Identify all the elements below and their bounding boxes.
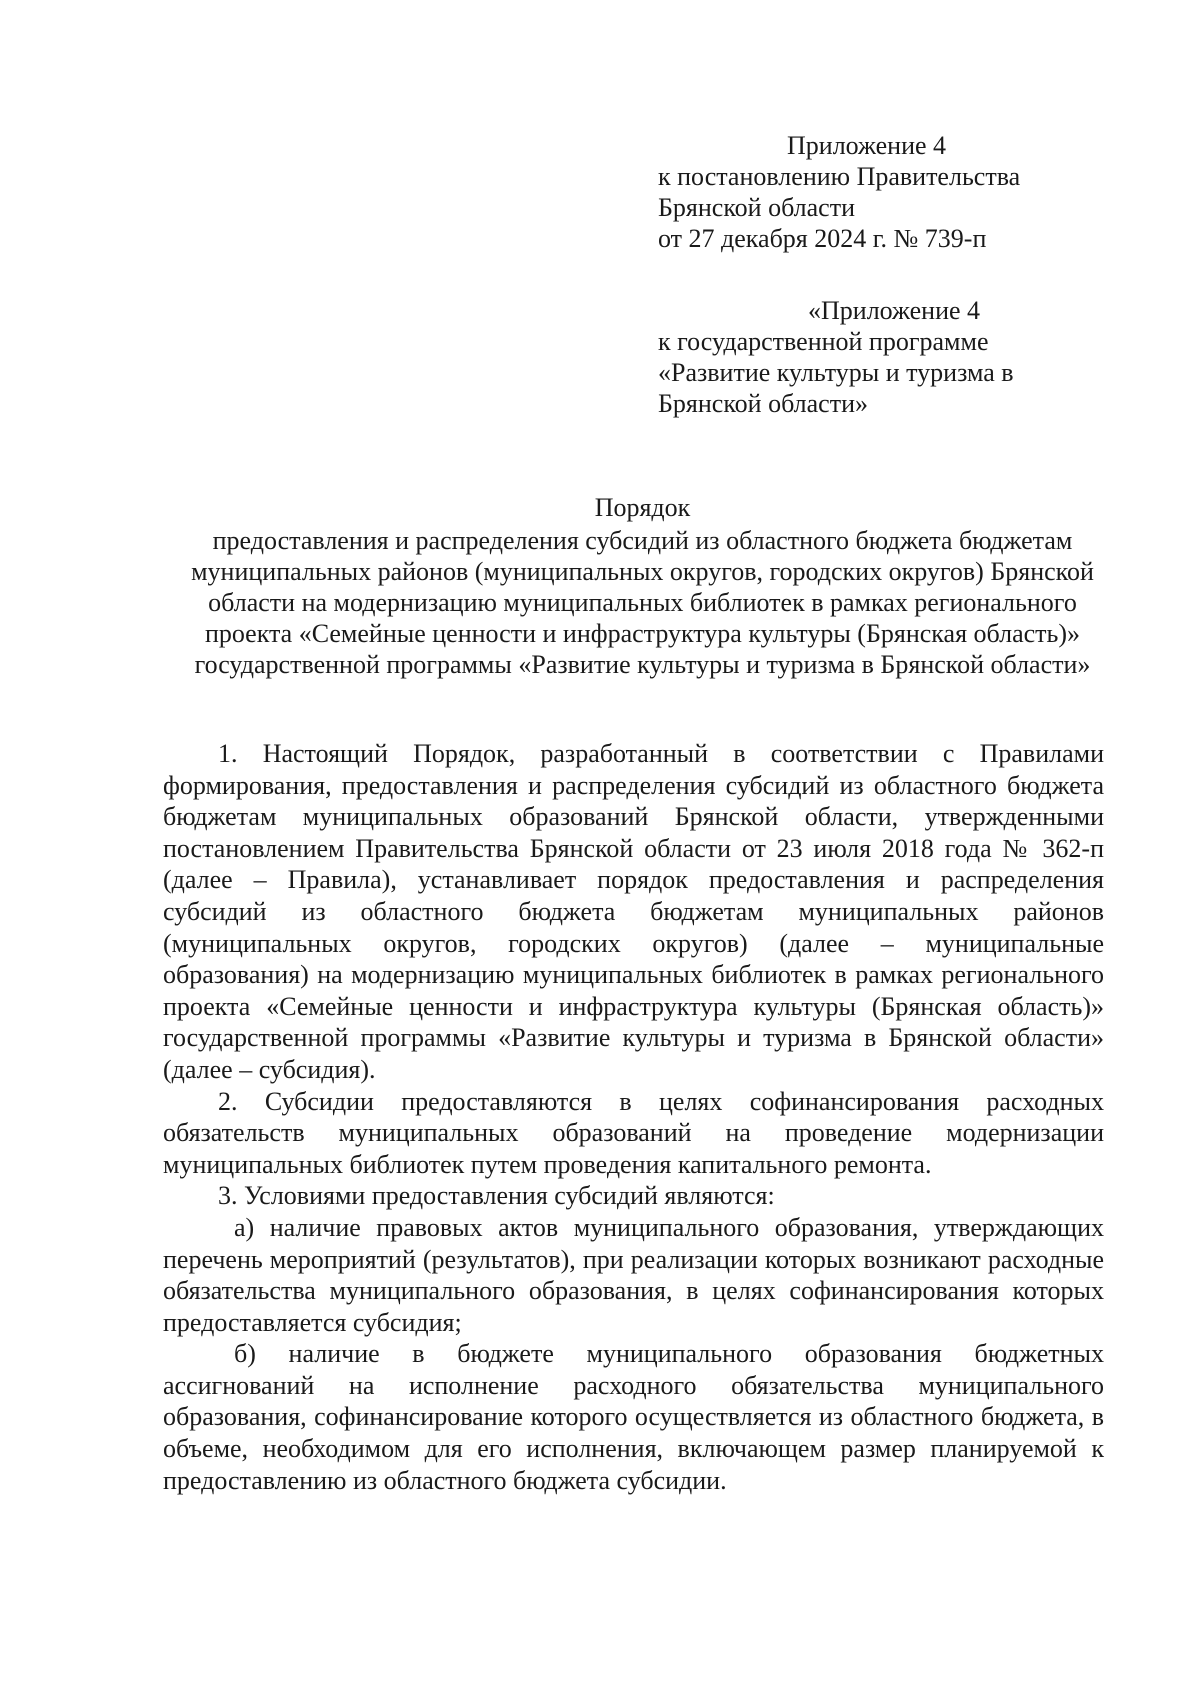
paragraph-3a: а) наличие правовых актов муниципального образования, утверждающих перечень мероприятий (результатов), при реализации которых возникают расходные обязательства муниципального образования, в целях софинансирования которых предоставляется субсидия;	[163, 1212, 1104, 1337]
paragraph-2: 2. Субсидии предоставляются в целях софинансирования расходных обязательств муниципальных образований на проведение модернизации муниципальных библиотек путем проведения капитального ремонта.	[163, 1086, 1104, 1179]
appendix-program-block	[658, 295, 1118, 419]
paragraph-3: 3. Условиями предоставления субсидий являются:	[218, 1181, 775, 1211]
paragraph-1: 1. Настоящий Порядок, разработанный в соответствии с Правилами формирования, предоставления и распределения субсидий из областного бюджета бюджетам муниципальных образований Брянской области, утвержденными постановлением Правительства Брянской области от 23 июля 2018 года № 362-п (далее – Правила), устанавливает порядок предоставления и распределения субсидий из областного бюджета бюджетам муниципальных районов (муниципальных округов, городских округов) (далее – муниципальные образования) на модернизацию муниципальных библиотек в рамках регионального проекта «Семейные ценности и инфраструктура культуры (Брянская область)» государственной программы «Развитие культуры и туризма в Брянской области» (далее – субсидия).	[163, 739, 1104, 1084]
appendix-resolution-line: к постановлению Правительства	[658, 162, 1021, 191]
appendix-region-line: Брянской области	[658, 193, 855, 222]
appendix-program-title: «Приложение 4	[808, 296, 981, 325]
paragraph-3b: б) наличие в бюджете муниципального образования бюджетных ассигнований на исполнение расходного обязательства муниципального образования, софинансирование которого осуществляется из областного бюджета, в объеме, необходимом для его исполнения, включающем размер планируемой к предоставлению из областного бюджета субсидии.	[163, 1339, 1104, 1495]
appendix-program-line: к государственной программе	[658, 327, 989, 356]
appendix-program-name-line: «Развитие культуры и туризма в	[658, 358, 1014, 387]
title-heading: Порядок	[594, 493, 691, 522]
title-subtitle: предоставления и распределения субсидий из областного бюджета бюджетам муниципальных районов (муниципальных округов, городских округов) Брянской области на модернизацию муниципальных библиотек в рамках регионального проекта «Семейные ценности и инфраструктура культуры (Брянская область)» государственной программы «Развитие культуры и туризма в Брянской области»	[191, 526, 1094, 679]
appendix-title: Приложение 4	[787, 131, 947, 160]
appendix-resolution-block	[658, 130, 1118, 254]
appendix-date-number-line: от 27 декабря 2024 г. № 739-п	[658, 224, 987, 253]
document-title	[175, 492, 1110, 680]
appendix-program-region-line: Брянской области»	[658, 389, 868, 418]
document-body	[163, 738, 1104, 1496]
